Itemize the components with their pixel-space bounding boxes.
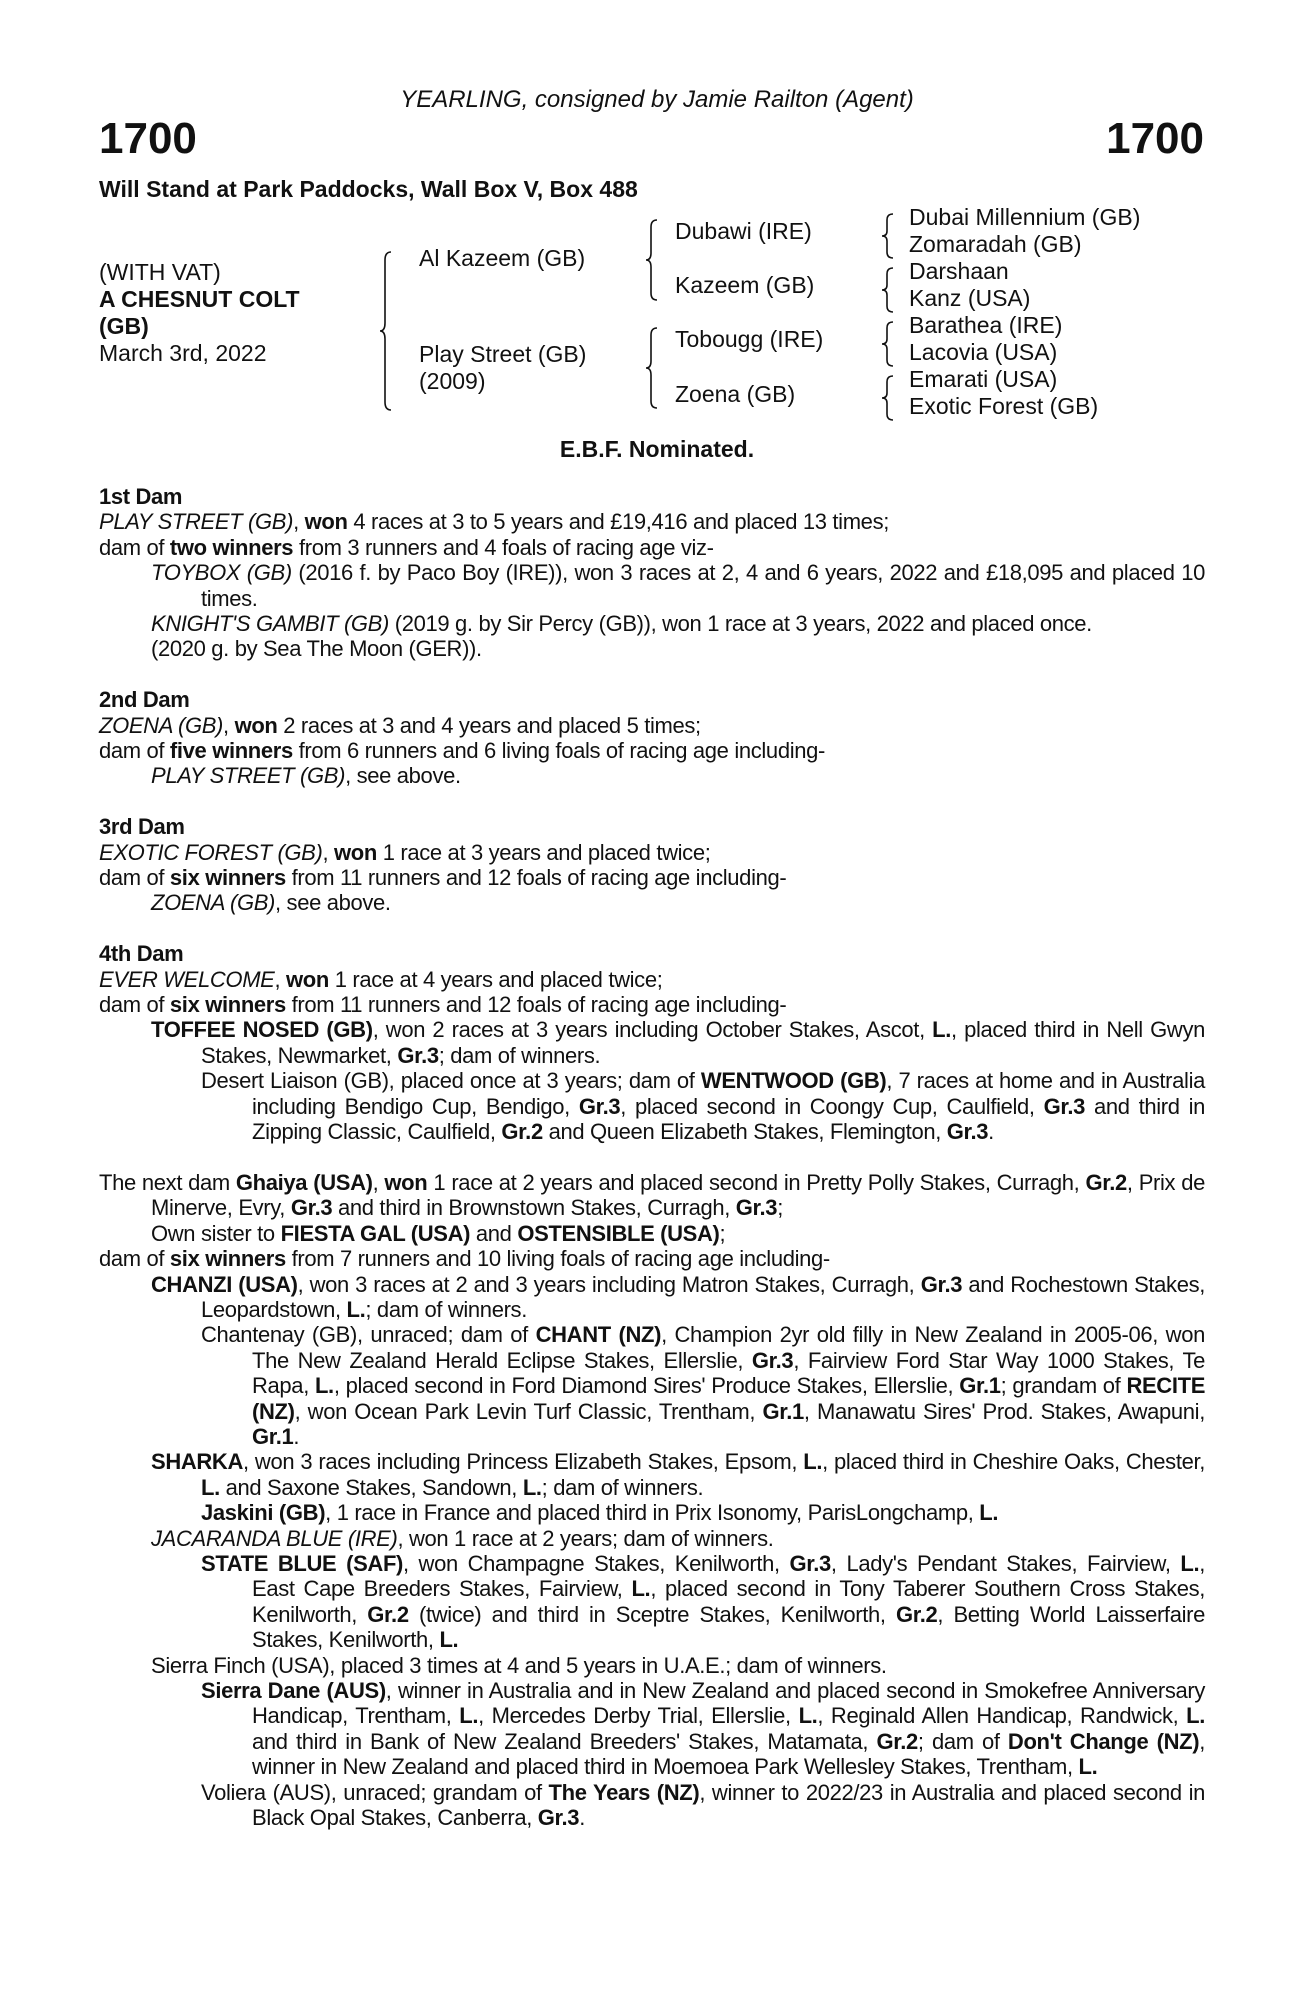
text-run: from 6 runners and 6 living foals of racing age including-	[292, 738, 825, 764]
text-run: , winner to 2022/23 in Australia and placed second in Black Opal Stakes, Canberra,	[252, 1779, 1206, 1831]
text-run: ; dam of winners.	[541, 1474, 704, 1500]
dam-section	[99, 814, 1205, 916]
produce-entry	[99, 1526, 1205, 1551]
bold-text: Don't Change (NZ)	[1007, 1728, 1200, 1754]
text-run: , placed second in Ford Diamond Sires' Produce Stakes, Ellerslie,	[333, 1373, 960, 1399]
text-run: , placed third in Cheshire Oaks, Chester,	[822, 1449, 1205, 1475]
text-run: , Fairview Ford Star Way 1000 Stakes, Te Rapa,	[252, 1347, 1205, 1399]
bold-text: six winners	[169, 865, 286, 891]
bold-text: Jaskini (GB)	[201, 1500, 326, 1526]
bold-text: L.	[314, 1373, 334, 1399]
bold-text: Gr.3	[920, 1271, 963, 1297]
dam-heading: 3rd Dam	[99, 814, 185, 840]
gen4-ancestor: Lacovia (USA)	[909, 339, 1058, 365]
dam-section	[99, 1170, 1205, 1831]
dam-heading: 4th Dam	[99, 941, 184, 967]
text-run: ,	[293, 509, 305, 535]
text-run: , won 1 race at 2 years; dam of winners.	[397, 1525, 774, 1551]
text-run: and Rochestown Stakes, Leopardstown,	[201, 1271, 1205, 1322]
bold-text: Gr.3	[397, 1042, 439, 1068]
bold-text: L.	[459, 1703, 479, 1729]
bold-text: won	[334, 839, 377, 865]
text-run: Sierra Finch (USA), placed 3 times at 4 and 5 years in U.A.E.; dam of winners.	[151, 1652, 887, 1678]
bold-text: six winners	[169, 1246, 286, 1272]
text-run: dam of	[99, 1246, 170, 1272]
bold-text: Gr.1	[252, 1423, 294, 1449]
text-run: (2016 f. by Paco Boy (IRE)), won 3 races at 2, 4 and 6 years, 2022 and £18,095 and placed 10 times.	[201, 560, 1205, 611]
text-run: , Manawatu Sires' Prod. Stakes, Awapuni,	[803, 1398, 1205, 1424]
bold-text: Gr.2	[1085, 1169, 1127, 1195]
brace-gen4-2	[882, 268, 894, 312]
gen4-ancestor: Exotic Forest (GB)	[909, 393, 1099, 419]
bold-text: RECITE (NZ)	[252, 1373, 1206, 1424]
produce-entry	[99, 865, 1205, 890]
text-run: , see above.	[275, 890, 391, 916]
text-run: 2 races at 3 and 4 years and placed 5 times;	[277, 712, 701, 738]
bold-text: L.	[979, 1500, 999, 1526]
lot-number-left: 1700	[99, 114, 197, 163]
text-run: .	[293, 1423, 300, 1449]
produce-entry	[99, 1068, 1205, 1144]
produce-entry	[99, 509, 1205, 534]
gen4-ancestor: Barathea (IRE)	[909, 312, 1063, 338]
italic-text: EVER WELCOME	[99, 966, 275, 992]
text-run: , placed second in Tony Taberer Southern Cross Stakes, Kenilworth,	[252, 1576, 1205, 1627]
brace-gen1	[380, 252, 392, 410]
gen4-ancestor: Dubai Millennium (GB)	[909, 204, 1141, 230]
bold-text: CHANT (NZ)	[535, 1322, 662, 1348]
text-run: and Saxone Stakes, Sandown,	[219, 1474, 523, 1500]
bold-text: Gr.3	[735, 1195, 778, 1221]
text-run: ,	[223, 712, 235, 738]
text-run: , Prix de Minerve, Evry,	[151, 1169, 1205, 1221]
text-run: The next dam	[99, 1169, 236, 1195]
produce-entry	[99, 1017, 1205, 1068]
text-run: and Queen Elizabeth Stakes, Flemington,	[542, 1119, 947, 1145]
text-run: Own sister to	[151, 1220, 281, 1246]
bold-text: STATE BLUE (SAF)	[201, 1551, 404, 1576]
bold-text: Gr.3	[290, 1195, 333, 1221]
text-run: , won 2 races at 3 years including October Stakes, Ascot,	[372, 1017, 933, 1043]
text-run: , Reginald Allen Handicap, Randwick,	[817, 1703, 1187, 1729]
text-run: dam of	[99, 992, 170, 1018]
produce-entry	[99, 1221, 1205, 1246]
bold-text: six winners	[169, 992, 286, 1018]
text-run: ,	[322, 839, 335, 865]
sire-sire: Dubawi (IRE)	[675, 218, 812, 244]
bold-text: TOFFEE NOSED (GB)	[151, 1017, 373, 1043]
italic-text: ZOENA (GB)	[151, 890, 276, 916]
text-run: , Betting World Laisserfaire Stakes, Kenilworth,	[252, 1601, 1205, 1653]
text-run: and	[470, 1220, 518, 1246]
text-run: (2020 g. by Sea The Moon (GER)).	[151, 636, 482, 662]
produce-entry	[99, 1780, 1205, 1831]
italic-text: ZOENA (GB)	[99, 712, 224, 738]
bold-text: WENTWOOD (GB)	[700, 1068, 887, 1094]
text-run: , won Ocean Park Levin Turf Classic, Trentham,	[294, 1398, 763, 1424]
bold-text: SHARKA	[151, 1449, 244, 1475]
text-run: , 1 race in France and placed third in Prix Isonomy, ParisLongchamp,	[325, 1500, 980, 1526]
bold-text: Gr.1	[959, 1373, 1001, 1399]
text-run: dam of	[99, 738, 170, 764]
bold-text: won	[384, 1169, 428, 1195]
text-run: , Champion 2yr old filly in New Zealand in 2005-06, won The New Zealand Herald Eclipse Stakes, Ellerslie,	[252, 1322, 1205, 1373]
bold-text: L.	[1180, 1551, 1200, 1576]
stand-location: Will Stand at Park Paddocks, Wall Box V, Box 488	[99, 176, 638, 202]
bold-text: five winners	[169, 738, 293, 764]
dam-section	[99, 941, 1205, 1144]
text-run: and third in Bank of New Zealand Breeders' Stakes, Matamata,	[252, 1728, 877, 1754]
dam-heading: 2nd Dam	[99, 687, 190, 713]
bold-text: Gr.3	[751, 1347, 794, 1373]
sire: Al Kazeem (GB)	[419, 245, 586, 271]
consignment-line: YEARLING, consigned by Jamie Railton (Agent)	[400, 86, 914, 113]
text-run: and third in Zipping Classic, Caulfield,	[252, 1093, 1205, 1145]
produce-entry	[99, 1170, 1205, 1221]
text-run: ;	[777, 1195, 783, 1221]
bold-text: L.	[803, 1449, 823, 1475]
text-run: , East Cape Breeders Stakes, Fairview,	[252, 1551, 1205, 1602]
italic-text: JACARANDA BLUE (IRE)	[151, 1525, 398, 1551]
bold-text: two winners	[169, 534, 294, 560]
bold-text: L.	[1078, 1754, 1098, 1780]
bold-text: Gr.3	[946, 1119, 989, 1145]
bold-text: FIESTA GAL (USA)	[280, 1220, 471, 1246]
produce-entry	[99, 1322, 1205, 1449]
text-run: , Mercedes Derby Trial, Ellerslie,	[478, 1703, 799, 1729]
dam-section	[99, 484, 1205, 662]
text-run: (twice) and third in Sceptre Stakes, Kenilworth,	[408, 1601, 896, 1627]
produce-entry	[99, 1500, 1205, 1525]
gen4-ancestor: Emarati (USA)	[909, 366, 1058, 392]
produce-entry	[99, 1551, 1205, 1653]
produce-entry	[99, 1246, 1205, 1271]
produce-entry	[99, 1449, 1205, 1500]
bold-text: Gr.3	[537, 1805, 580, 1831]
bold-text: The Years (NZ)	[548, 1779, 700, 1805]
bold-text: L.	[201, 1474, 220, 1500]
lot-number-right: 1700	[1106, 114, 1204, 163]
brace-sire-line	[646, 220, 658, 300]
gen4-ancestor: Darshaan	[909, 258, 1009, 284]
text-run: ;	[719, 1220, 726, 1246]
produce-entry	[99, 738, 1205, 763]
produce-entry	[99, 535, 1205, 560]
bold-text: won	[304, 509, 348, 535]
text-run: dam of	[99, 534, 170, 560]
bold-text: Gr.2	[501, 1119, 543, 1145]
dam-dam: Zoena (GB)	[675, 381, 796, 407]
text-run: from 11 runners and 12 foals of racing age including-	[285, 992, 787, 1018]
bold-text: Sierra Dane (AUS)	[201, 1678, 386, 1704]
text-run: 1 race at 4 years and placed twice;	[328, 966, 663, 992]
bold-text: Ghaiya (USA)	[235, 1169, 373, 1195]
brace-gen4-3	[882, 322, 894, 366]
text-run: , winner in Australia and in New Zealand and placed second in Smokefree Anniversary Handicap, Trentham,	[252, 1678, 1205, 1729]
produce-entry	[99, 763, 1205, 788]
produce-entry	[99, 636, 1205, 661]
dam-year: (2009)	[419, 368, 486, 394]
horse-origin: (GB)	[99, 313, 149, 339]
text-run: Voliera (AUS), unraced; grandam of	[201, 1779, 549, 1805]
text-run: , winner in New Zealand and placed third in Moemoea Park Wellesley Stakes, Trentham,	[252, 1728, 1205, 1780]
text-run: Desert Liaison (GB), placed once at 3 years; dam of	[201, 1068, 701, 1094]
italic-text: TOYBOX (GB)	[151, 560, 292, 586]
bold-text: L.	[346, 1296, 366, 1322]
ebf-nomination: E.B.F. Nominated.	[559, 436, 755, 462]
text-run: , won Champagne Stakes, Kenilworth,	[403, 1551, 790, 1576]
text-run: , Lady's Pendant Stakes, Fairview,	[830, 1551, 1181, 1576]
text-run: , won 3 races at 2 and 3 years including Matron Stakes, Curragh,	[297, 1271, 921, 1297]
bold-text: L.	[439, 1627, 459, 1653]
italic-text: PLAY STREET (GB)	[99, 509, 294, 535]
bold-text: won	[286, 966, 329, 992]
text-run: .	[579, 1805, 585, 1831]
produce-entry	[99, 840, 1205, 865]
sire-dam: Kazeem (GB)	[675, 272, 815, 298]
text-run: , placed third in Nell Gwyn Stakes, Newmarket,	[201, 1017, 1205, 1068]
produce-record	[99, 484, 1205, 1856]
text-run: .	[988, 1119, 994, 1145]
produce-entry	[99, 560, 1205, 611]
bold-text: L.	[631, 1576, 651, 1602]
text-run: from 11 runners and 12 foals of racing age including-	[285, 865, 787, 891]
text-run: 1 race at 2 years and placed second in Pretty Polly Stakes, Curragh,	[427, 1169, 1086, 1195]
bold-text: Gr.2	[367, 1601, 409, 1627]
horse-description: A CHESNUT COLT	[99, 286, 300, 312]
produce-entry	[99, 713, 1205, 738]
bold-text: Gr.3	[1043, 1093, 1086, 1119]
text-run: dam of	[99, 865, 170, 891]
text-run: 1 race at 3 years and placed twice;	[376, 839, 711, 865]
produce-entry	[99, 1272, 1205, 1323]
bold-text: L.	[1186, 1703, 1205, 1729]
produce-entry	[99, 967, 1205, 992]
produce-entry	[99, 1653, 1205, 1678]
text-run: , won 3 races including Princess Elizabeth Stakes, Epsom,	[243, 1449, 804, 1475]
bold-text: L.	[932, 1017, 952, 1043]
text-run: , placed second in Coongy Cup, Caulfield,	[620, 1093, 1044, 1119]
dam-section	[99, 687, 1205, 789]
text-run: ; dam of	[917, 1728, 1008, 1754]
bold-text: won	[234, 712, 278, 738]
bold-text: CHANZI (USA)	[151, 1271, 298, 1297]
bold-text: OSTENSIBLE (USA)	[517, 1220, 720, 1246]
produce-entry	[99, 1678, 1205, 1780]
produce-entry	[99, 890, 1205, 915]
gen4-ancestor: Kanz (USA)	[909, 285, 1031, 311]
gen4-ancestor: Zomaradah (GB)	[909, 231, 1082, 257]
brace-gen4-4	[882, 376, 894, 420]
text-run: from 7 runners and 10 living foals of racing age including-	[285, 1246, 830, 1272]
bold-text: Gr.2	[895, 1601, 938, 1627]
bold-text: L.	[522, 1474, 542, 1500]
text-run: 4 races at 3 to 5 years and £19,416 and placed 13 times;	[347, 509, 889, 535]
italic-text: PLAY STREET (GB)	[151, 763, 346, 789]
text-run: (2019 g. by Sir Percy (GB)), won 1 race at 3 years, 2022 and placed once.	[389, 611, 1092, 637]
text-run: from 3 runners and 4 foals of racing age viz-	[293, 534, 714, 560]
brace-dam-line	[646, 328, 658, 408]
bold-text: Gr.3	[789, 1551, 831, 1576]
bold-text: Gr.3	[578, 1093, 621, 1119]
text-run: ,	[274, 966, 287, 992]
text-run: , see above.	[345, 763, 461, 789]
produce-entry	[99, 611, 1205, 636]
bold-text: L.	[798, 1703, 818, 1729]
text-run: ; dam of winners.	[365, 1296, 527, 1322]
foaling-date: March 3rd, 2022	[99, 340, 267, 366]
dam: Play Street (GB)	[419, 341, 587, 367]
dam-sire: Tobougg (IRE)	[675, 326, 824, 352]
produce-entry	[99, 992, 1205, 1017]
vat-note: (WITH VAT)	[99, 259, 221, 285]
text-run: ; dam of winners.	[438, 1042, 601, 1068]
italic-text: KNIGHT'S GAMBIT (GB)	[151, 611, 389, 637]
text-run: Chantenay (GB), unraced; dam of	[201, 1322, 536, 1348]
dam-heading: 1st Dam	[99, 484, 183, 509]
text-run: ,	[372, 1169, 385, 1195]
bold-text: Gr.2	[876, 1728, 918, 1754]
text-run: and third in Brownstown Stakes, Curragh,	[332, 1195, 736, 1221]
text-run: , 7 races at home and in Australia including Bendigo Cup, Bendigo,	[252, 1068, 1206, 1119]
italic-text: EXOTIC FOREST (GB)	[99, 839, 323, 865]
text-run: ; grandam of	[1000, 1373, 1127, 1399]
brace-gen4-1	[882, 214, 894, 258]
bold-text: Gr.1	[762, 1398, 804, 1424]
